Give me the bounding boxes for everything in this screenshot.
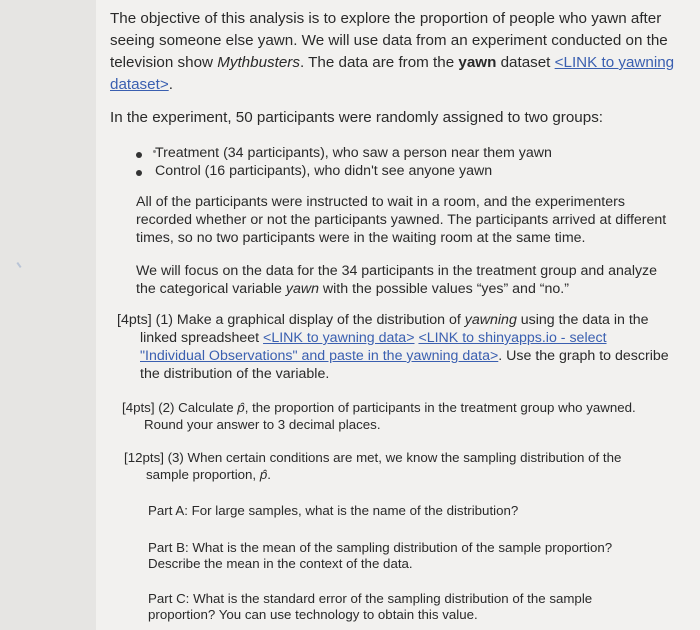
para1-line-1: All of the participants were instructed to wait in a room, and the experimenters xyxy=(136,194,625,210)
intro-text: dataset xyxy=(496,54,555,71)
shinyapps-link-cont[interactable]: "Individual Observations" and paste in the yawning data> xyxy=(140,348,499,364)
bullet-treatment: Treatment (34 participants), who saw a person near them yawn xyxy=(155,145,552,161)
intro-line-4 xyxy=(110,75,173,94)
margin-mark xyxy=(16,262,21,268)
intro-text: . xyxy=(168,76,173,93)
intro-line-2: seeing someone else yawn. We will use data from an experiment conducted on the xyxy=(110,32,668,49)
part-a: Part A: For large samples, what is the name of the distribution? xyxy=(148,503,519,518)
q2-line-1 xyxy=(122,400,636,417)
experiment-line: In the experiment, 50 participants were randomly assigned to two groups: xyxy=(110,109,604,126)
dataset-name: yawn xyxy=(458,54,497,71)
part-b-line-1: Part B: What is the mean of the sampling distribution of the sample proportion? xyxy=(148,540,613,555)
part-b-line-2: Describe the mean in the context of the data. xyxy=(148,556,413,571)
bullet-control: Control (16 participants), who didn't see anyone yawn xyxy=(155,163,493,179)
variable-name: yawn xyxy=(285,281,319,297)
q1-line-3 xyxy=(140,348,669,366)
yawning-data-link[interactable]: <LINK to yawning data> xyxy=(263,330,415,346)
para2-text: the categorical variable xyxy=(136,281,286,297)
q1-text: . Use the graph to describe xyxy=(498,348,669,364)
para1-line-2: recorded whether or not the participants yawned. The participants arrived at different xyxy=(136,212,667,228)
intro-text: television show xyxy=(110,54,218,71)
shinyapps-link[interactable]: <LINK to shinyapps.io - select xyxy=(418,330,607,346)
intro-line-3 xyxy=(110,53,674,72)
dataset-link-cont[interactable]: dataset> xyxy=(110,76,169,93)
p-hat-symbol: p̂ xyxy=(237,400,245,415)
q2-text: , the proportion of participants in the treatment group who yawned. xyxy=(244,400,636,415)
left-margin xyxy=(0,0,96,630)
q1-line-1 xyxy=(117,312,649,330)
intro-text: . The data are from the xyxy=(299,54,459,71)
para2-line-2 xyxy=(136,281,569,299)
q1-line-4: the distribution of the variable. xyxy=(140,366,330,382)
q3-line-1: [12pts] (3) When certain conditions are met, we know the sampling distribution of the xyxy=(124,450,622,465)
intro-line-1: The objective of this analysis is to explore the proportion of people who yawn after xyxy=(110,10,662,27)
variable-name: yawning xyxy=(464,312,517,328)
q2-line-2: Round your answer to 3 decimal places. xyxy=(144,417,381,432)
q3-text: . xyxy=(267,467,271,482)
dataset-link[interactable]: <LINK to yawning xyxy=(554,54,675,71)
q2-text: [4pts] (2) Calculate xyxy=(122,400,238,415)
q3-text: sample proportion, xyxy=(146,467,260,482)
part-c-line-1: Part C: What is the standard error of the sampling distribution of the sample xyxy=(148,591,593,606)
q3-line-2 xyxy=(146,467,271,484)
para2-line-1: We will focus on the data for the 34 participants in the treatment group and analyze xyxy=(136,263,658,279)
q1-text: linked spreadsheet xyxy=(140,330,264,346)
q1-line-2 xyxy=(140,330,607,348)
document-page xyxy=(96,0,700,630)
bullet-icon xyxy=(136,152,142,158)
para1-line-3: times, so no two participants were in the waiting room at the same time. xyxy=(136,230,586,246)
para2-text: with the possible values “yes” and “no.” xyxy=(318,281,569,297)
show-name: Mythbusters xyxy=(217,54,300,71)
bullet-icon xyxy=(136,170,142,176)
q1-text: [4pts] (1) Make a graphical display of the distribution of xyxy=(117,312,465,328)
p-hat-symbol: p̂ xyxy=(259,467,268,482)
q1-text: using the data in the xyxy=(516,312,649,328)
part-c-line-2: proportion? You can use technology to obtain this value. xyxy=(148,607,478,622)
